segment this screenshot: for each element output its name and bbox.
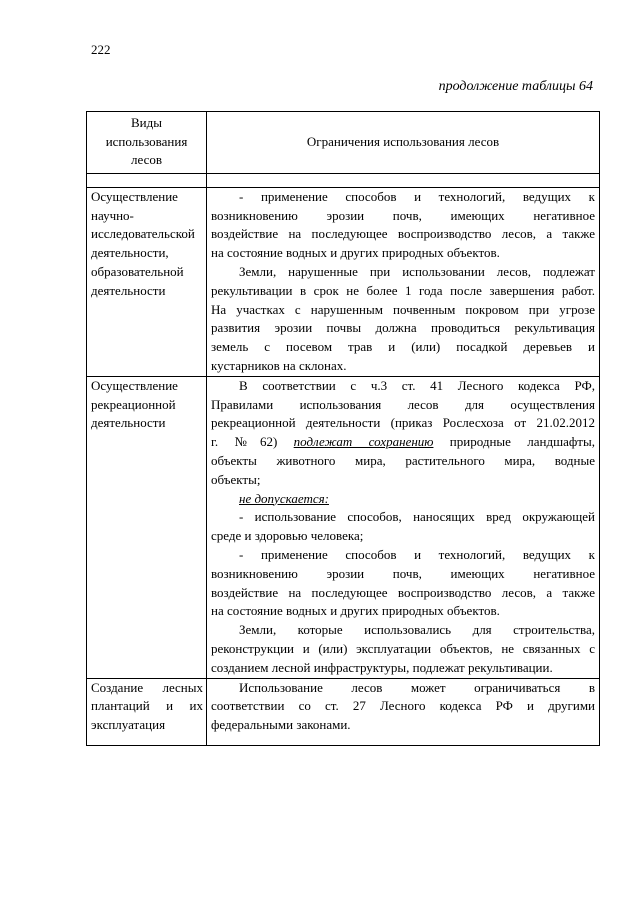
restrictions-cell xyxy=(207,376,600,678)
table-row xyxy=(87,678,600,745)
restriction-line: - применение способов и технологий, ведущих к xyxy=(239,188,595,204)
forest-use-type-line: научно- xyxy=(91,207,134,223)
forest-use-type-cell xyxy=(87,187,207,376)
forest-use-type-line: Осуществление xyxy=(91,377,178,393)
restriction-line: рекультивации в срок не более 1 года после завершения работ. xyxy=(211,282,595,298)
restriction-line xyxy=(211,433,595,452)
restriction-line: созданием лесной инфраструктуры, подлежат рекультивации. xyxy=(211,659,553,675)
restriction-line: Правилами использования лесов для осуществления xyxy=(211,396,595,412)
restriction-line xyxy=(211,490,595,509)
restriction-line: возникновению эрозии почв, имеющих негативное xyxy=(211,207,595,223)
text-segment: г. №62) xyxy=(211,434,294,450)
restriction-line: воздействие на последующее воспроизводство лесов, а также xyxy=(211,226,595,242)
forest-use-type-cell xyxy=(87,678,207,745)
restriction-line: Использование лесов может ограничиваться в xyxy=(239,679,595,695)
forest-use-type-line: деятельности, xyxy=(91,245,169,261)
restriction-line: воздействие на последующее воспроизводство лесов, а также xyxy=(211,584,595,600)
forest-use-table xyxy=(86,111,600,746)
restriction-line: рекреационной деятельности (приказ Рослесхоза от 21.02.2012 xyxy=(211,415,595,431)
emphasis-text: подлежат сохранению xyxy=(293,434,434,450)
table-row xyxy=(87,376,600,678)
text-segment: природные ландшафты, xyxy=(433,434,595,450)
forest-use-type-line: рекреационной xyxy=(91,396,176,412)
table-spacer-row xyxy=(87,173,600,187)
restrictions-cell xyxy=(207,678,600,745)
restriction-line: В соответствии с ч.3 ст. 41 Лесного кодекса РФ, xyxy=(239,377,595,393)
forest-use-type-line: деятельности xyxy=(91,415,166,431)
restriction-line: Земли, нарушенные при использовании лесов, подлежат xyxy=(239,263,595,279)
restriction-line: на состояние водных и других природных объектов. xyxy=(211,245,500,261)
restriction-line: соответствии со ст. 27 Лесного кодекса РФ и другими xyxy=(211,698,595,714)
restriction-line: среде и здоровью человека; xyxy=(211,528,364,544)
table-header-row xyxy=(87,112,600,174)
header-restrictions: Ограничения использования лесов xyxy=(207,112,600,174)
forest-use-type-line: образовательной xyxy=(91,263,184,279)
forest-use-type-line: эксплуатация xyxy=(91,717,166,733)
restriction-line: развития эрозии почвы должна проводиться рекультивация xyxy=(211,320,595,336)
forest-use-type-line: Создание лесных xyxy=(91,679,203,695)
emphasis-text: не допускается: xyxy=(239,490,329,506)
restriction-line: - применение способов и технологий, ведущих к xyxy=(239,546,595,562)
restriction-line: кустарников на склонах. xyxy=(211,357,347,373)
header-line: использования xyxy=(105,133,188,149)
restriction-line: реконструкции и (или) эксплуатации объектов, не связанных с xyxy=(211,640,595,656)
restriction-line: возникновению эрозии почв, имеющих негативное xyxy=(211,565,595,581)
restriction-line: На участках с нарушенным почвенным покровом при угрозе xyxy=(211,301,595,317)
restriction-line: - использование способов, наносящих вред окружающей xyxy=(239,509,595,525)
restriction-line: федеральными законами. xyxy=(211,717,351,733)
table-row xyxy=(87,187,600,376)
forest-use-type-line: деятельности xyxy=(91,282,166,298)
restriction-line: объекты; xyxy=(211,471,261,487)
header-line: Виды xyxy=(131,115,162,130)
forest-use-type-line: Осуществление xyxy=(91,188,178,204)
restrictions-cell xyxy=(207,187,600,376)
page-number: 222 xyxy=(91,42,111,57)
forest-use-type-cell xyxy=(87,376,207,678)
forest-use-type-line: исследовательской xyxy=(91,226,195,242)
restriction-line: на состояние водных и других природных объектов. xyxy=(211,603,500,619)
header-forest-use-types xyxy=(87,112,207,174)
restriction-line: земель с посевом трав и (или) посадкой деревьев и xyxy=(211,339,595,355)
restriction-line: Земли, которые использовались для строительства, xyxy=(239,622,595,638)
forest-use-type-line: плантаций и их xyxy=(91,698,203,714)
restriction-line: объекты животного мира, растительного мира, водные xyxy=(211,452,595,468)
header-line: лесов xyxy=(131,152,162,168)
table-continuation-caption: продолжение таблицы 64 xyxy=(438,79,593,94)
